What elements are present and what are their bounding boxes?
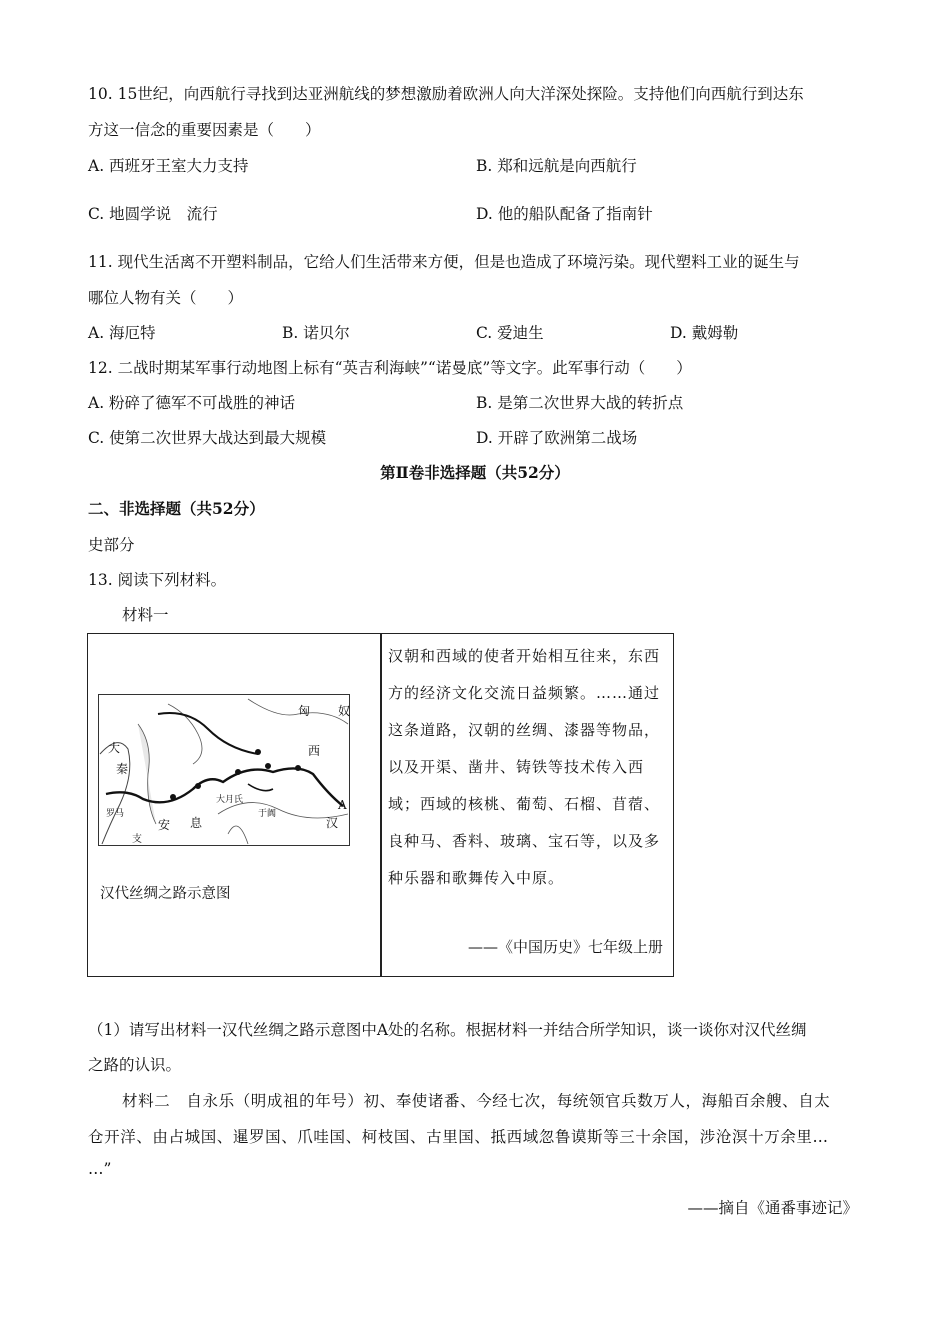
map-caption: 汉代丝绸之路示意图 <box>100 886 231 902</box>
material2-line1: 材料二 自永乐（明成祖的年号）初、奉使诸番、今经七次，每统领官兵数万人，海船百余艘、自太 <box>122 1092 831 1110</box>
q10-stem-line1: 10. 15世纪，向西航行寻找到达亚洲航线的梦想激励着欧洲人向大洋深处探险。支持他们向西航行到达东 <box>88 85 804 103</box>
material1-source: ——《中国历史》七年级上册 <box>467 938 663 956</box>
q12-stem: 12. 二战时期某军事行动地图上标有“英吉利海峡”“诺曼底”等文字。此军事行动（ ） <box>88 359 692 377</box>
map-label-xiongnu1: 匈 <box>298 704 311 718</box>
q11-stem-line2: 哪位人物有关（ ） <box>88 289 244 307</box>
q11-option-b: B. 诺贝尔 <box>282 324 350 342</box>
map-label-an: 安 <box>158 818 171 832</box>
q11-option-a: A. 海厄特 <box>88 324 156 342</box>
material2-line3: …” <box>88 1160 112 1178</box>
silk-road-map-graphic <box>98 694 350 846</box>
q10-option-b: B. 郑和远航是向西航行 <box>476 157 637 175</box>
silk-road-map <box>98 694 350 846</box>
map-label-xiongnu2: 奴 <box>338 704 351 718</box>
map-label-dayuezhi: 大月氏 <box>216 795 244 805</box>
q13-1-line1: （1）请写出材料一汉代丝绸之路示意图中A处的名称。根据材料一并结合所学知识，谈一谈你对汉代丝绸 <box>88 1021 807 1039</box>
section-title: 二、非选择题（共52分） <box>88 499 265 518</box>
q11-stem-line1: 11. 现代生活离不开塑料制品，它给人们生活带来方便，但是也造成了环境污染。现代塑料工业的诞生与 <box>88 253 800 271</box>
map-label-a: A <box>338 798 347 812</box>
q10-option-d: D. 他的船队配备了指南针 <box>476 205 653 223</box>
map-label-rome: 罗马 <box>106 809 125 819</box>
volume-title: 第Ⅱ卷非选择题（共52分） <box>380 463 570 482</box>
map-label-yutian: 于阗 <box>258 809 277 819</box>
material2-source: ——摘自《通番事迹记》 <box>687 1199 858 1217</box>
table-divider <box>380 634 382 976</box>
q11-option-c: C. 爱迪生 <box>476 324 544 342</box>
q11-option-d: D. 戴姆勒 <box>670 324 739 342</box>
q12-option-b: B. 是第二次世界大战的转折点 <box>476 394 684 412</box>
map-label-zhi: 支 <box>132 834 142 845</box>
q12-option-c: C. 使第二次世界大战达到最大规模 <box>88 429 327 447</box>
q12-option-d: D. 开辟了欧洲第二战场 <box>476 429 638 447</box>
material2-line2: 仓开洋、由占城国、暹罗国、爪哇国、柯枝国、古里国、抵西域忽鲁谟斯等三十余国，涉沧溟十万余里… <box>88 1128 829 1146</box>
map-label-da: 大 <box>108 741 121 755</box>
map-label-qin: 秦 <box>116 762 129 776</box>
q12-option-a: A. 粉碎了德军不可战胜的神话 <box>88 394 296 412</box>
map-label-xi2: 息 <box>190 816 203 830</box>
q10-option-a: A. 西班牙王室大力支持 <box>88 157 249 175</box>
map-label-xi: 西 <box>308 744 321 758</box>
material1-text: 汉朝和西域的使者开始相互往来，东西方的经济文化交流日益频繁。……通过这条道路，汉朝的丝绸、漆器等物品，以及开渠、凿井、铸铁等技术传入西域；西域的核桃、葡萄、石榴、苜蓿、良种马、香料、玻璃、宝石等，以及多种乐器和歌舞传入中原。 <box>388 647 661 887</box>
material1-label: 材料一 <box>122 606 169 624</box>
q13-1-line2: 之路的认识。 <box>88 1056 182 1074</box>
material1-table <box>87 633 674 977</box>
subsection-label: 史部分 <box>88 536 135 554</box>
q10-option-c: C. 地圆学说 流行 <box>88 205 218 223</box>
q13-intro: 13. 阅读下列材料。 <box>88 571 227 589</box>
q10-stem-line2: 方这一信念的重要因素是（ ） <box>88 121 321 139</box>
map-label-han: 汉 <box>326 816 339 830</box>
